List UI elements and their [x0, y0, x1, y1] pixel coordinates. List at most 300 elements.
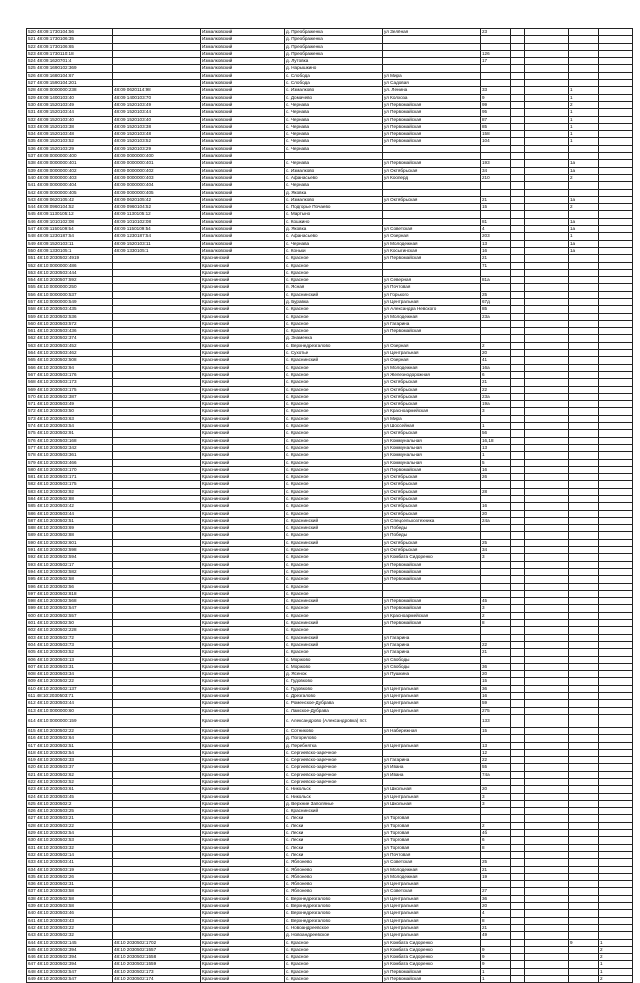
- cell-extra-3: [599, 269, 633, 276]
- table-row: [27, 525, 633, 532]
- cell-house: [481, 36, 511, 43]
- cell-street: ул Советская: [383, 859, 481, 866]
- cell-corpus: [511, 269, 525, 276]
- cell-extra-2: [569, 757, 599, 764]
- table-row: [27, 641, 633, 648]
- cell-cadastral-number: 609 48:10:2030502:22: [27, 678, 113, 685]
- cell-extra-3: [599, 808, 633, 815]
- cell-house: 3: [481, 793, 511, 800]
- cell-street: [383, 58, 481, 65]
- table-row: [27, 503, 633, 510]
- cell-old-number: [113, 735, 201, 742]
- cell-extra-3: [599, 226, 633, 233]
- cell-house: 8: [481, 917, 511, 924]
- cell-extra-2: [569, 547, 599, 554]
- cell-district: Краснинский: [201, 423, 285, 430]
- cell-extra-3: [599, 663, 633, 670]
- cell-corpus: [511, 444, 525, 451]
- cell-district: Измалковский: [201, 109, 285, 116]
- cell-old-number: 48:10 2030502:1558: [113, 954, 201, 961]
- cell-house: [481, 656, 511, 663]
- cell-extra-2: 1а: [569, 218, 599, 225]
- cell-settlement: с. Красное: [285, 605, 383, 612]
- cell-old-number: 48:09 1400103:70: [113, 94, 201, 101]
- cell-district: Краснинский: [201, 415, 285, 422]
- cell-settlement: д. Нарышкино: [285, 65, 383, 72]
- cell-extra-3: [599, 233, 633, 240]
- cell-old-number: [113, 700, 201, 707]
- cell-settlement: с. Яблонево: [285, 859, 383, 866]
- cell-extra-3: [599, 328, 633, 335]
- cell-extra-3: [599, 364, 633, 371]
- table-row: [27, 131, 633, 138]
- cell-street: ул Колхоза: [383, 94, 481, 101]
- table-row: [27, 742, 633, 749]
- cell-extra-2: [569, 437, 599, 444]
- cell-extra-2: [569, 379, 599, 386]
- cell-district: Измалковский: [201, 211, 285, 218]
- cell-old-number: [113, 379, 201, 386]
- cell-extra-3: [599, 851, 633, 858]
- cell-settlement: с. Красное: [285, 320, 383, 327]
- cell-street: ул Первомайская: [383, 576, 481, 583]
- cell-house: 87: [481, 116, 511, 123]
- cell-corpus: [511, 742, 525, 749]
- cell-district: Краснинский: [201, 510, 285, 517]
- cell-extra-2: [569, 277, 599, 284]
- cell-district: Краснинский: [201, 693, 285, 700]
- cell-cadastral-number: 630 48:10:2030502:53: [27, 837, 113, 844]
- cell-district: Краснинский: [201, 598, 285, 605]
- table-row: [27, 671, 633, 678]
- cell-settlement: с. Красное: [285, 452, 383, 459]
- cell-house: 12: [481, 749, 511, 756]
- cell-street: ул Октябрьская: [383, 379, 481, 386]
- table-row: [27, 764, 633, 771]
- cell-house: [481, 65, 511, 72]
- cell-district: Краснинский: [201, 671, 285, 678]
- cell-extra-2: [569, 320, 599, 327]
- cell-district: Краснинский: [201, 393, 285, 400]
- cell-extra-2: [569, 189, 599, 196]
- cell-house: [481, 939, 511, 946]
- cell-old-number: [113, 364, 201, 371]
- cell-district: Краснинский: [201, 627, 285, 634]
- cell-old-number: [113, 837, 201, 844]
- cell-district: Краснинский: [201, 924, 285, 931]
- cell-district: Измалковский: [201, 247, 285, 254]
- cell-extra-2: [569, 510, 599, 517]
- cell-settlement: [285, 153, 383, 160]
- cell-extra-2: [569, 350, 599, 357]
- cell-extra-2: [569, 474, 599, 481]
- cell-old-number: [113, 903, 201, 910]
- cell-extra-3: [599, 452, 633, 459]
- cell-street: [383, 714, 481, 727]
- cell-house: [481, 43, 511, 50]
- cell-district: Краснинский: [201, 590, 285, 597]
- cell-extra-3: [599, 576, 633, 583]
- cell-old-number: [113, 663, 201, 670]
- cell-extra-1: [525, 778, 569, 785]
- cell-street: ул Молодежная: [383, 873, 481, 880]
- cell-house: 16: [481, 693, 511, 700]
- table-row: [27, 561, 633, 568]
- cell-extra-2: [569, 561, 599, 568]
- cell-district: Краснинский: [201, 525, 285, 532]
- cell-district: Краснинский: [201, 888, 285, 895]
- cell-street: [383, 678, 481, 685]
- cell-corpus: [511, 693, 525, 700]
- cell-extra-1: [525, 50, 569, 57]
- cell-cadastral-number: 622 48:10:2030502:52: [27, 778, 113, 785]
- cell-extra-3: 1: [599, 939, 633, 946]
- cell-old-number: [113, 612, 201, 619]
- cell-cadastral-number: 529 48:09:1400103:40: [27, 94, 113, 101]
- cell-extra-1: [525, 917, 569, 924]
- cell-old-number: [113, 291, 201, 298]
- table-row: [27, 189, 633, 196]
- cell-street: ул Октябрьская: [383, 430, 481, 437]
- cell-district: Краснинский: [201, 620, 285, 627]
- cell-corpus: [511, 568, 525, 575]
- table-row: [27, 80, 633, 87]
- cell-corpus: [511, 174, 525, 181]
- table-row: [27, 627, 633, 634]
- cell-extra-3: [599, 903, 633, 910]
- cell-extra-1: [525, 844, 569, 851]
- cell-house: [481, 145, 511, 152]
- cell-cadastral-number: 570 48:10:2030502:387: [27, 393, 113, 400]
- cell-corpus: [511, 939, 525, 946]
- table-row: [27, 590, 633, 597]
- cell-extra-1: [525, 678, 569, 685]
- cell-extra-1: [525, 932, 569, 939]
- cell-district: Измалковский: [201, 153, 285, 160]
- cell-corpus: [511, 649, 525, 656]
- cell-extra-1: [525, 620, 569, 627]
- cell-street: ул Первомайская: [383, 138, 481, 145]
- cell-old-number: [113, 764, 201, 771]
- cell-house: 1: [481, 976, 511, 983]
- cell-old-number: [113, 727, 201, 734]
- cell-cadastral-number: 531 48:09:1520103:44: [27, 109, 113, 116]
- table-row: [27, 968, 633, 975]
- cell-old-number: [113, 815, 201, 822]
- cell-district: Измалковский: [201, 116, 285, 123]
- cell-district: Краснинский: [201, 612, 285, 619]
- cell-house: 210: [481, 174, 511, 181]
- cell-house: 41: [481, 357, 511, 364]
- cell-district: Измалковский: [201, 123, 285, 130]
- cell-old-number: 48:09 1230187:54: [113, 233, 201, 240]
- cell-district: Краснинский: [201, 517, 285, 524]
- cell-corpus: [511, 946, 525, 953]
- cell-extra-3: [599, 924, 633, 931]
- cell-street: ул Северная: [383, 277, 481, 284]
- cell-corpus: [511, 291, 525, 298]
- cell-house: [481, 481, 511, 488]
- cell-house: 6: [481, 371, 511, 378]
- cell-settlement: с. Красное: [285, 976, 383, 983]
- cell-corpus: [511, 29, 525, 36]
- cell-district: Краснинский: [201, 742, 285, 749]
- cell-extra-3: [599, 685, 633, 692]
- table-row: [27, 481, 633, 488]
- cell-extra-3: [599, 437, 633, 444]
- cell-settlement: с. Красное: [285, 255, 383, 262]
- table-row: [27, 145, 633, 152]
- cell-extra-1: [525, 459, 569, 466]
- cell-cadastral-number: 598 48:10:2030502:568: [27, 598, 113, 605]
- cell-district: Краснинский: [201, 793, 285, 800]
- cell-house: 16а: [481, 364, 511, 371]
- cell-street: ул Комбата Сидоренко: [383, 939, 481, 946]
- cell-corpus: [511, 976, 525, 983]
- table-row: [27, 160, 633, 167]
- cell-house: 9: [481, 954, 511, 961]
- cell-extra-3: [599, 109, 633, 116]
- table-row: [27, 822, 633, 829]
- cell-street: ул Красноармейская: [383, 408, 481, 415]
- cell-district: Краснинский: [201, 255, 285, 262]
- cell-district: Краснинский: [201, 968, 285, 975]
- cell-extra-3: [599, 700, 633, 707]
- cell-extra-3: [599, 714, 633, 727]
- cell-extra-1: [525, 87, 569, 94]
- cell-extra-1: [525, 109, 569, 116]
- cell-old-number: [113, 474, 201, 481]
- cell-old-number: 48:09 0620105:42: [113, 196, 201, 203]
- cell-street: ул Победы: [383, 532, 481, 539]
- cell-extra-2: [569, 968, 599, 975]
- cell-extra-2: [569, 517, 599, 524]
- cell-settlement: с. Слобода: [285, 80, 383, 87]
- cell-settlement: с. Чернава: [285, 160, 383, 167]
- cell-extra-3: [599, 167, 633, 174]
- cell-extra-3: [599, 800, 633, 807]
- cell-corpus: [511, 576, 525, 583]
- cell-cadastral-number: 601 48:10:2030502:50: [27, 620, 113, 627]
- cell-extra-1: [525, 727, 569, 734]
- cell-settlement: с. Краснинский: [285, 808, 383, 815]
- cell-old-number: [113, 58, 201, 65]
- cell-old-number: [113, 80, 201, 87]
- table-row: [27, 800, 633, 807]
- cell-district: Краснинский: [201, 444, 285, 451]
- cell-cadastral-number: 583 48:10:2030502:92: [27, 488, 113, 495]
- cell-house: 4: [481, 910, 511, 917]
- cell-extra-3: [599, 488, 633, 495]
- cell-cadastral-number: 614 48:10:0000000:159: [27, 714, 113, 727]
- cell-corpus: [511, 401, 525, 408]
- cell-district: Краснинский: [201, 262, 285, 269]
- cell-district: Краснинский: [201, 830, 285, 837]
- cell-corpus: [511, 859, 525, 866]
- cell-settlement: с. Краснинский: [285, 620, 383, 627]
- cell-corpus: [511, 189, 525, 196]
- cell-district: Краснинский: [201, 976, 285, 983]
- table-row: [27, 837, 633, 844]
- cell-street: ул Советская: [383, 888, 481, 895]
- cell-street: ул Центральная: [383, 793, 481, 800]
- cell-extra-1: [525, 954, 569, 961]
- cell-settlement: с. Красное: [285, 386, 383, 393]
- cell-settlement: д. Преображенка: [285, 50, 383, 57]
- table-row: [27, 247, 633, 254]
- cell-house: 15: [481, 727, 511, 734]
- cell-extra-1: [525, 700, 569, 707]
- cell-extra-1: [525, 80, 569, 87]
- cell-settlement: с. Красное: [285, 415, 383, 422]
- cell-extra-3: [599, 459, 633, 466]
- cell-extra-3: [599, 532, 633, 539]
- cell-cadastral-number: 637 48:10:2030503:58: [27, 888, 113, 895]
- cell-old-number: 48:09 1520103:48: [113, 131, 201, 138]
- cell-extra-2: [569, 707, 599, 714]
- cell-street: ул. Ленина: [383, 87, 481, 94]
- table-row: [27, 663, 633, 670]
- cell-district: Краснинский: [201, 554, 285, 561]
- cell-district: Краснинский: [201, 800, 285, 807]
- cell-street: ул Центральная: [383, 350, 481, 357]
- cell-old-number: [113, 313, 201, 320]
- cell-street: ул Озерная: [383, 342, 481, 349]
- cell-extra-2: [569, 328, 599, 335]
- cell-district: Краснинский: [201, 568, 285, 575]
- cell-district: Краснинский: [201, 815, 285, 822]
- cell-cadastral-number: 611 48:10:2030503:71: [27, 693, 113, 700]
- cell-settlement: с. Красное: [285, 430, 383, 437]
- cell-extra-2: [569, 568, 599, 575]
- cell-extra-3: [599, 510, 633, 517]
- cell-settlement: д. Преображенка: [285, 43, 383, 50]
- table-row: [27, 576, 633, 583]
- cell-settlement: с. Лески: [285, 822, 383, 829]
- cell-cadastral-number: 539 48:09:0000000:402: [27, 167, 113, 174]
- cell-district: Измалковский: [201, 58, 285, 65]
- cell-extra-2: 1а: [569, 247, 599, 254]
- cell-house: [481, 496, 511, 503]
- cell-extra-3: [599, 481, 633, 488]
- cell-district: Краснинский: [201, 851, 285, 858]
- table-row: [27, 727, 633, 734]
- cell-extra-2: 2: [569, 101, 599, 108]
- cell-street: ул Свободы: [383, 663, 481, 670]
- cell-extra-2: [569, 539, 599, 546]
- cell-corpus: [511, 590, 525, 597]
- cell-corpus: [511, 778, 525, 785]
- cell-old-number: [113, 50, 201, 57]
- cell-settlement: д. Яковка: [285, 189, 383, 196]
- cell-extra-2: [569, 269, 599, 276]
- cell-old-number: [113, 808, 201, 815]
- cell-extra-3: [599, 764, 633, 771]
- cell-street: [383, 43, 481, 50]
- cell-cadastral-number: 581 48:10:2030503:171: [27, 474, 113, 481]
- cell-extra-1: [525, 735, 569, 742]
- cell-extra-2: [569, 663, 599, 670]
- table-row: [27, 204, 633, 211]
- cell-district: Краснинский: [201, 401, 285, 408]
- cell-extra-1: [525, 496, 569, 503]
- cell-settlement: д. Лутовка: [285, 58, 383, 65]
- cell-district: Краснинский: [201, 634, 285, 641]
- cell-street: ул Школьная: [383, 786, 481, 793]
- cell-old-number: 48:10 2030502:1557: [113, 946, 201, 953]
- cell-district: Краснинский: [201, 408, 285, 415]
- cell-cadastral-number: 590 48:10:2030502:601: [27, 539, 113, 546]
- table-row: [27, 815, 633, 822]
- cell-house: [481, 576, 511, 583]
- cell-street: ул Ивана: [383, 764, 481, 771]
- cell-cadastral-number: 588 48:10:2030503:69: [27, 525, 113, 532]
- cell-old-number: [113, 778, 201, 785]
- cell-street: ул Первомайская: [383, 101, 481, 108]
- cell-cadastral-number: 649 48:10:2030502:547: [27, 976, 113, 983]
- cell-old-number: [113, 634, 201, 641]
- cell-old-number: [113, 437, 201, 444]
- cell-old-number: 48:09 1520103:11: [113, 240, 201, 247]
- cell-extra-2: [569, 145, 599, 152]
- cell-house: 2: [481, 342, 511, 349]
- table-row: [27, 43, 633, 50]
- cell-cadastral-number: 606 48:10:2030503:13: [27, 656, 113, 663]
- cell-house: 33: [481, 87, 511, 94]
- cell-extra-1: [525, 350, 569, 357]
- cell-extra-1: [525, 873, 569, 880]
- cell-house: 15: [481, 678, 511, 685]
- cell-extra-2: 1: [569, 109, 599, 116]
- cell-street: ул Октябрьская: [383, 510, 481, 517]
- cell-extra-1: [525, 649, 569, 656]
- table-row: [27, 94, 633, 101]
- cell-extra-3: [599, 80, 633, 87]
- cell-house: [481, 80, 511, 87]
- cell-street: ул Октябрьская: [383, 196, 481, 203]
- cell-district: Краснинский: [201, 932, 285, 939]
- table-row: [27, 371, 633, 378]
- cell-extra-1: [525, 764, 569, 771]
- cell-extra-3: [599, 408, 633, 415]
- cell-district: Краснинский: [201, 576, 285, 583]
- cell-old-number: [113, 320, 201, 327]
- cell-old-number: [113, 881, 201, 888]
- cell-old-number: [113, 561, 201, 568]
- cell-old-number: [113, 496, 201, 503]
- cell-cadastral-number: 591 48:10:2030502:598: [27, 547, 113, 554]
- cell-extra-2: 1а: [569, 160, 599, 167]
- cell-street: ул Гагарина: [383, 649, 481, 656]
- cell-cadastral-number: 571 48:10:2030503:49: [27, 401, 113, 408]
- cell-old-number: [113, 335, 201, 342]
- cell-old-number: [113, 671, 201, 678]
- cell-extra-3: [599, 888, 633, 895]
- cell-district: Измалковский: [201, 189, 285, 196]
- cell-settlement: с. Краснинский: [285, 517, 383, 524]
- cell-corpus: [511, 910, 525, 917]
- cell-district: Краснинский: [201, 641, 285, 648]
- table-row: [27, 620, 633, 627]
- cell-cadastral-number: 536 48:09:1520103:29: [27, 145, 113, 152]
- cell-settlement: с. Лески: [285, 851, 383, 858]
- table-row: [27, 415, 633, 422]
- cell-settlement: с. Красное: [285, 547, 383, 554]
- cell-district: Краснинский: [201, 881, 285, 888]
- cell-extra-2: 2: [569, 204, 599, 211]
- cell-corpus: [511, 786, 525, 793]
- cell-old-number: 48:09 1520103:49: [113, 101, 201, 108]
